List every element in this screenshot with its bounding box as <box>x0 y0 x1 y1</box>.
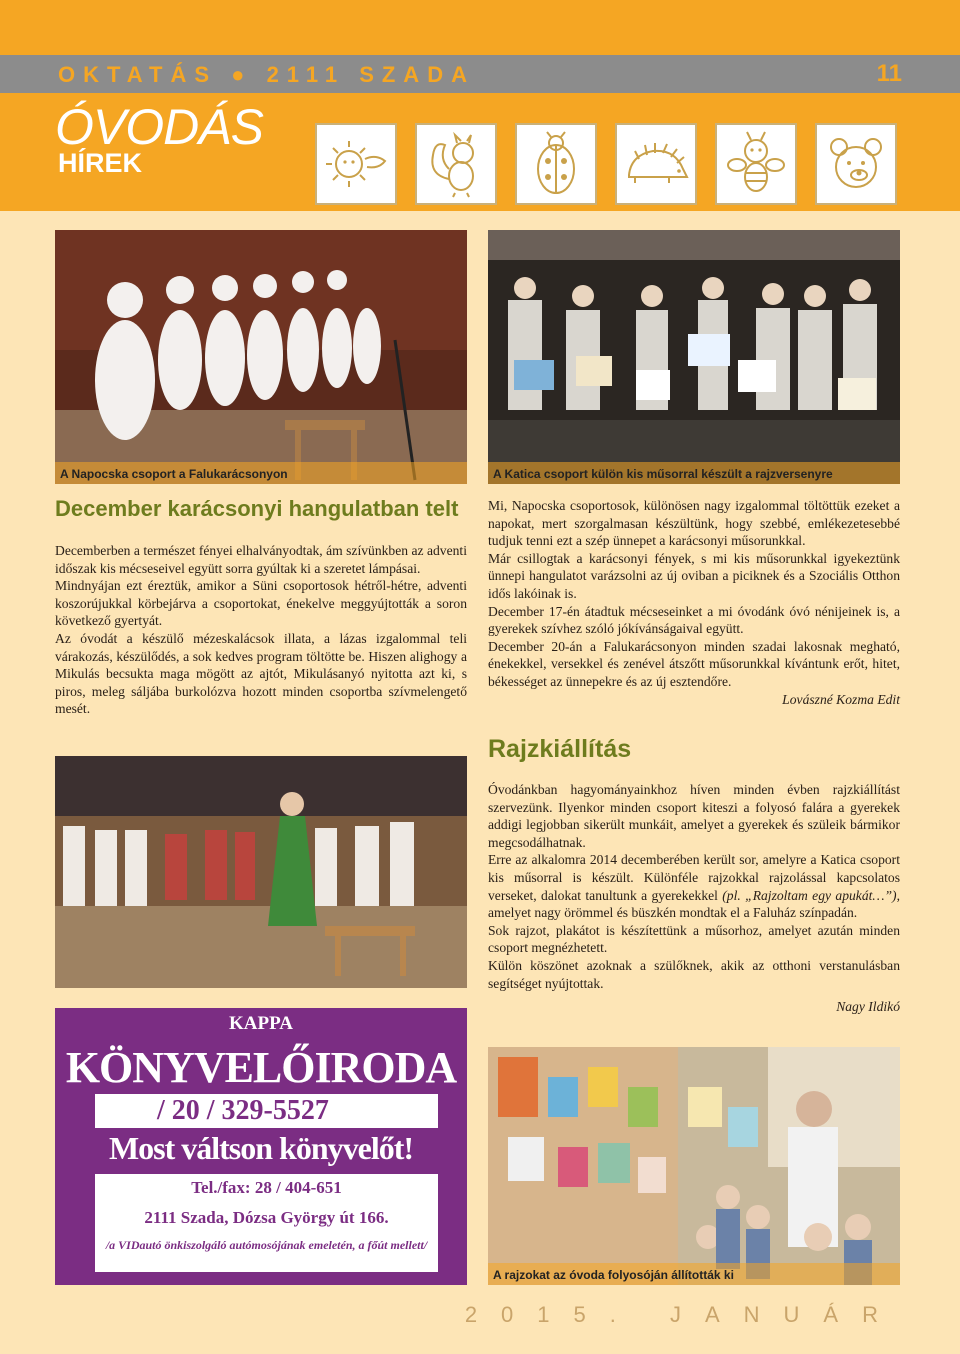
paragraph: Külön köszönet azoknak a szülőknek, akik az otthoni verstanulásban segítséget nyújtottak. <box>488 957 900 991</box>
hedgehog-icon <box>615 123 697 205</box>
photo-caption: A rajzokat az óvoda folyosóján állították ki <box>488 1263 900 1285</box>
ad-telfax: Tel./fax: 28 / 404-651 <box>191 1178 342 1197</box>
page-number: 11 <box>876 60 902 87</box>
paragraph: December 17-én átadtuk mécseseinket a mi óvodánk óvó nénijeinek is, a gyerekek szívhez szóló jókívánságaival együtt. <box>488 603 900 637</box>
paragraph: Óvodánkban hagyományainkhoz híven minden évben rajzkiállítást szervezünk. Ilyenkor minden csoport kiteszi a folyosó falára a gyerekek addigi legjobban sikerült munkáit, amelyet a gyerekek és szüleik bármikor megcsodálhatnak. <box>488 782 900 850</box>
photo-exhibition <box>488 1047 900 1285</box>
ad-brand: KAPPA <box>228 1013 294 1034</box>
ad-contact-box <box>95 1174 438 1272</box>
text-span: , amelyet nagy örömmel és büszkén mondtak el a Faluház színpadán. <box>488 887 900 921</box>
section-title: OKTATÁS ● 2111 SZADA <box>58 62 475 87</box>
photo-children-circle <box>55 756 467 988</box>
author: Lovászné Kozma Edit <box>782 691 900 707</box>
article-title: Rajzkiállítás <box>488 735 632 763</box>
paragraph: Az óvodát a készülő mézeskalácsok illata, a lázas izgalommal teli várakozás, készülődés, a sok kedves program töltötte be. Hiszen alighogy a Mikulás becsukta maga mögött az ajtót, Mikulásanyó nyitotta azt ki, s piros, meleg sáljába burkolózva hozott minden csoportba szívmelengető mesét. <box>55 630 467 717</box>
photo-caption: A Napocska csoport a Falukarácsonyon <box>55 462 467 484</box>
paragraph: Decemberben a természet fényei elhalványodtak, ám szívünkben az adventi időszak kis mécseseivel együtt sorra gyúltak ki a szeretet lámpásai. <box>55 543 467 576</box>
photo-napocska-choir <box>55 230 467 484</box>
brand-subtitle: HÍREK <box>58 148 143 178</box>
paragraph: December 20-án a Falukarácsonyon minden szadai lakosnak megható, énekekkel, versekkel és zenével átszőtt műsorunkkal kívántunk erőt, hitet, békességet az ünnepekre és az új esztendőre. <box>488 638 900 689</box>
author: Nagy Ildikó <box>836 999 900 1015</box>
bee-icon <box>715 123 797 205</box>
paragraph: Mindnyájan ezt éreztük, amikor a Süni csoportosok hétről-hétre, adventi koszorújukkal körbejárva a csoportokat, énekelve meggyújtották a soron következő gyertyát. <box>55 578 467 629</box>
photo-katica-drawings <box>488 230 900 484</box>
paragraph: Már csillogtak a karácsonyi fények, s mi kis műsorunkkal igyekeztünk ünnepi hangulatot varázsolni az új oviban a piciknek és a Szociális Otthon idős lakóinak is. <box>488 550 900 601</box>
ad-note: /a VIDautó önkiszolgáló autómosójának emeletén, a főút mellett/ <box>105 1238 428 1252</box>
paragraph: Mi, Napocska csoportosok, különösen nagy izgalommal töltöttük ezeket a napokat, mert szorgalmasan készültünk, hogy szebbé, emlékezetesebbé tudjuk tenni ezt a szép ünnepet a karácsonyi műsorunkkal. <box>488 498 900 549</box>
footer-date: 2015. JANUÁR <box>464 1302 902 1327</box>
article-column-right-2 <box>488 781 900 1016</box>
ad-address: 2111 Szada, Dózsa György út 166. <box>144 1208 389 1227</box>
paragraph <box>488 851 900 921</box>
ad-title: KÖNYVELŐIRODA <box>65 1043 457 1092</box>
text-span: Erre az alkalomra 2014 decemberében került sor, amelyre a Katica csoport kis műsorral is készült. Különféle rajzokkal rajzolással kapcsolatos verseket, dalokat tanultunk a gyerekekkel <box>488 852 900 903</box>
ad-phone: / 20 / 329-5527 <box>95 1094 438 1128</box>
squirrel-icon <box>415 123 497 205</box>
advertisement <box>55 1008 467 1285</box>
article-column-left <box>55 542 467 718</box>
top-strip <box>0 0 960 55</box>
bear-icon <box>815 123 897 205</box>
article-column-right <box>488 497 900 708</box>
brand-title: ÓVODÁS <box>55 99 263 155</box>
quote: (pl. „Rajzoltam egy apukát…”) <box>722 887 897 903</box>
ladybug-icon <box>515 123 597 205</box>
paragraph: Sok rajzot, plakátot is készítettünk a műsorhoz, amelyet azután minden csoport megnézhetett. <box>488 922 900 956</box>
sun-icon <box>315 123 397 205</box>
photo-caption: A Katica csoport külön kis műsorral készült a rajzversenyre <box>488 462 900 484</box>
article-title: December karácsonyi hangulatban telt <box>55 496 459 521</box>
ad-slogan: Most váltson könyvelőt! <box>108 1130 414 1166</box>
